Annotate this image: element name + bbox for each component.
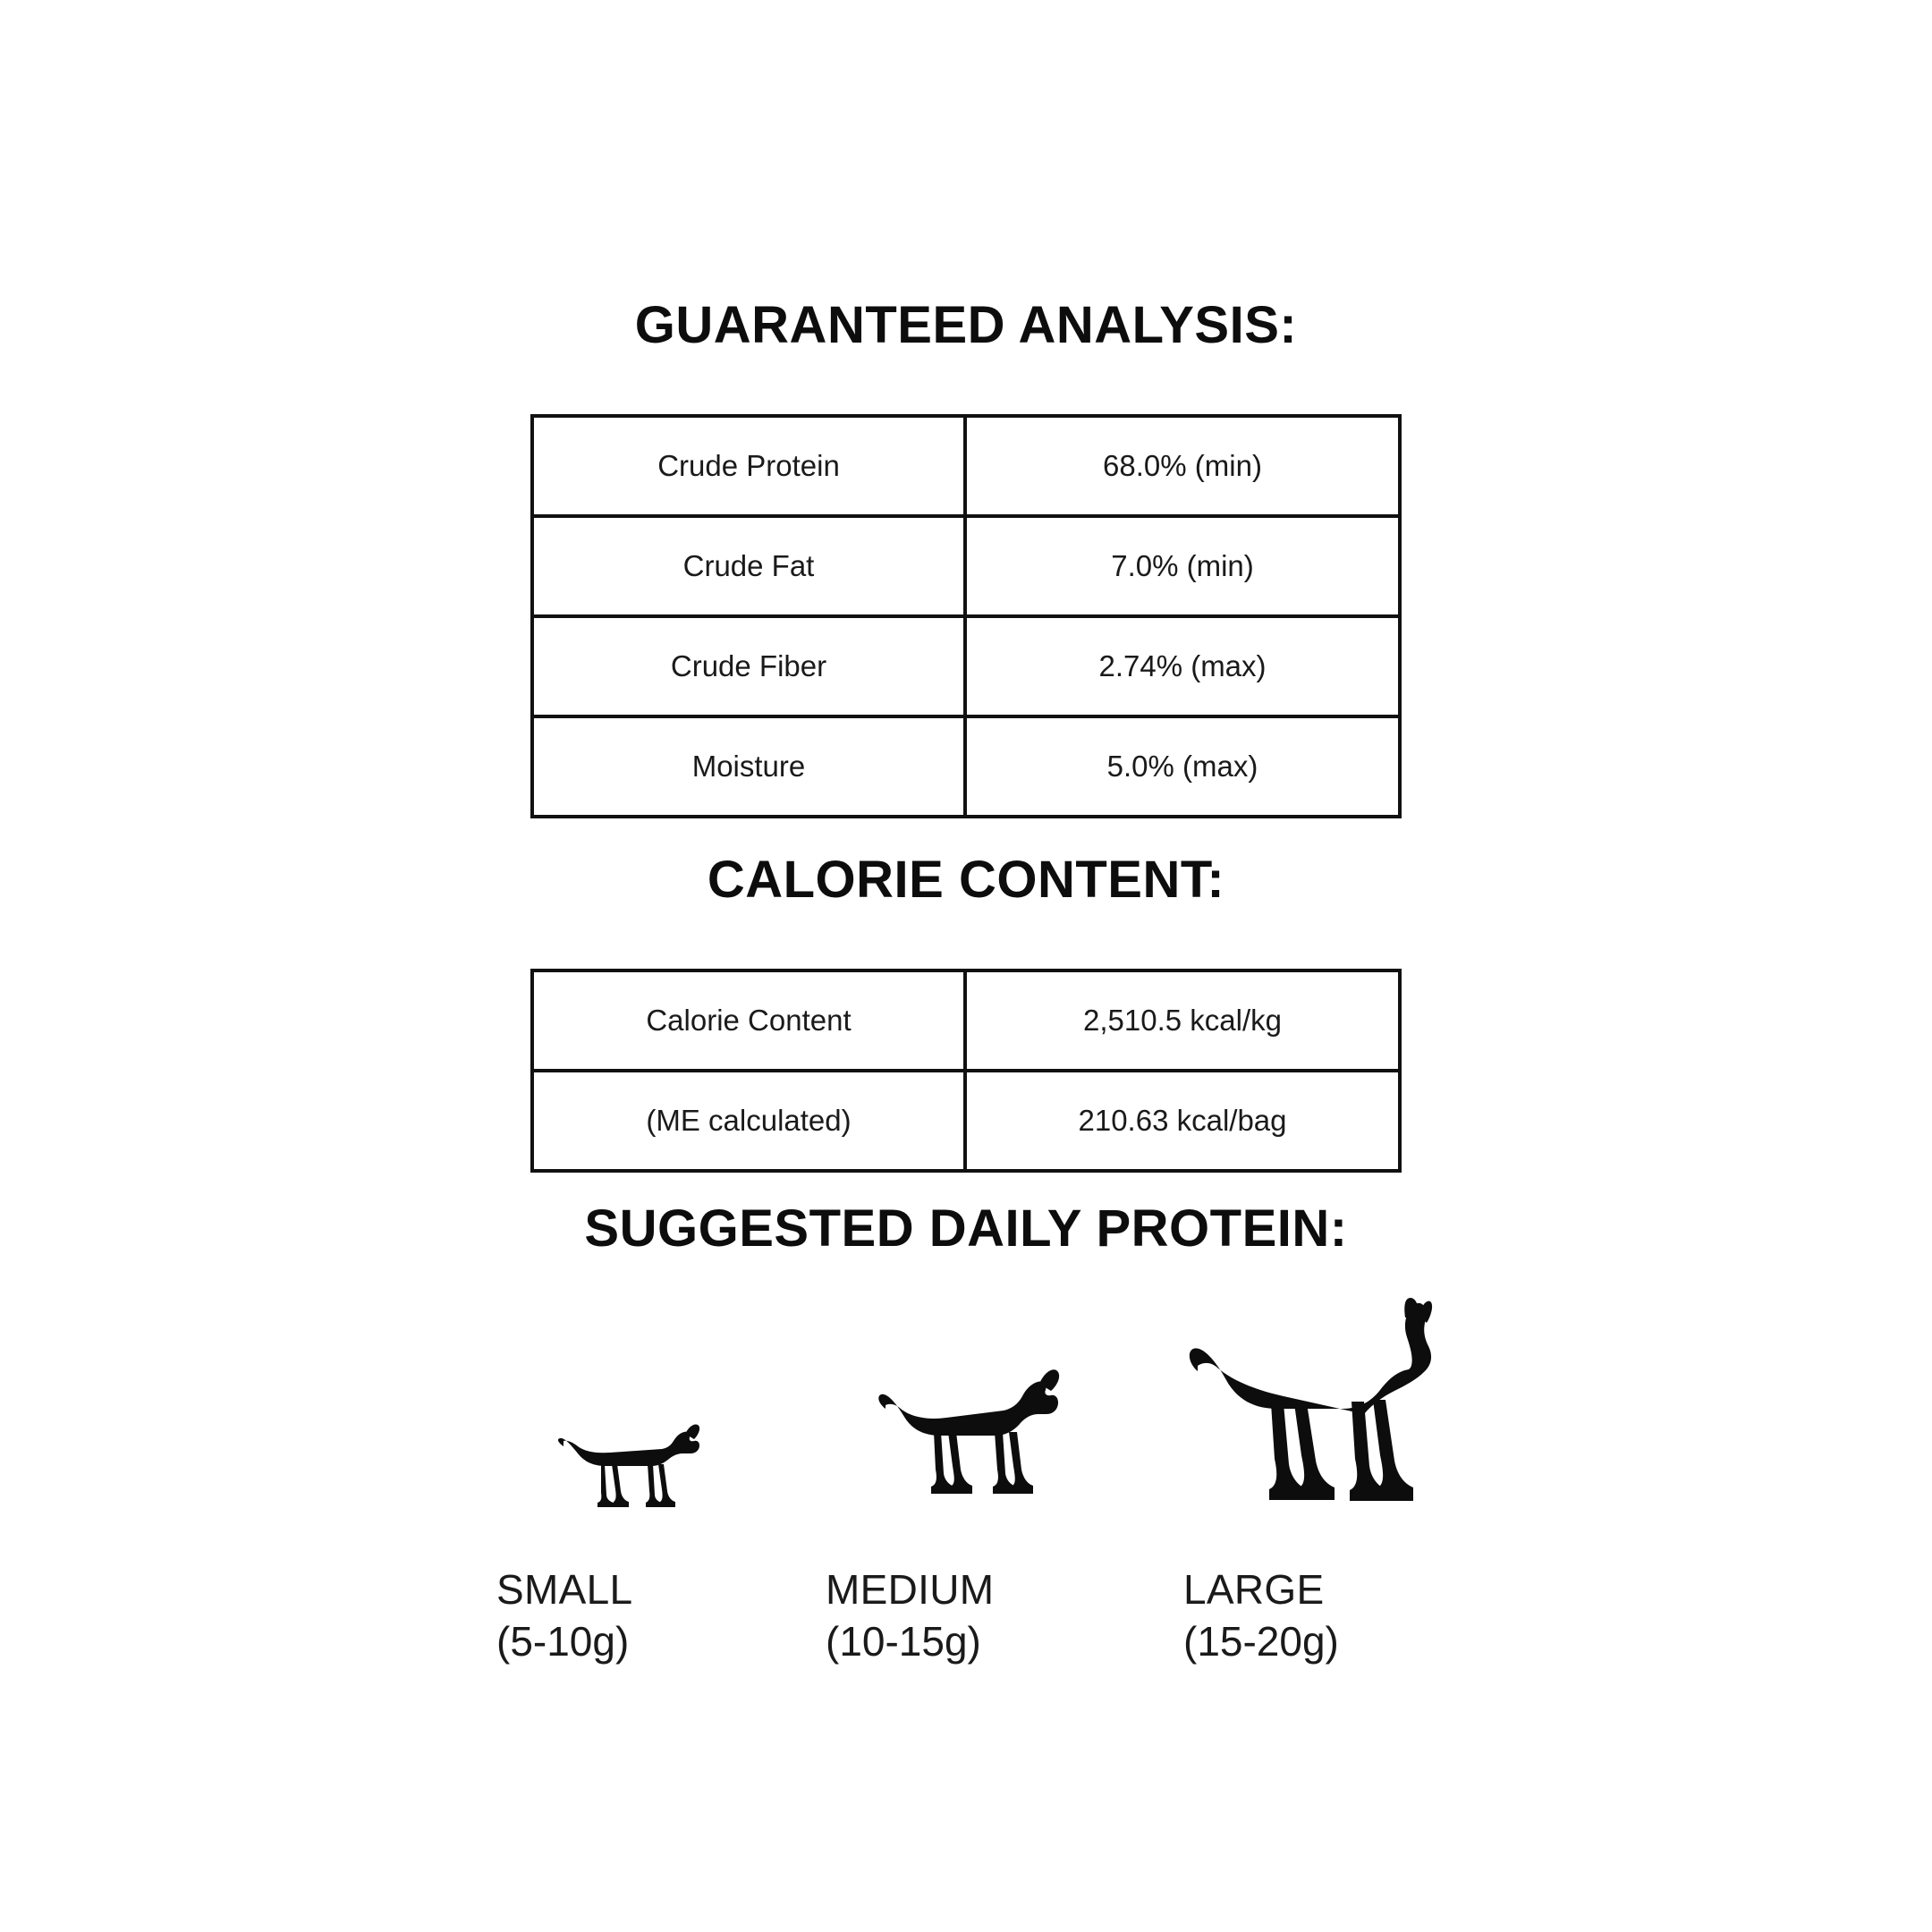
- table-row: [532, 716, 1400, 817]
- dog-size-range: (10-15g): [826, 1617, 981, 1665]
- guaranteed-analysis-table: [530, 414, 1402, 818]
- table-row: [532, 616, 1400, 716]
- nutrient-value: 68.0% (min): [965, 416, 1400, 516]
- suggested-daily-protein-title: SUGGESTED DAILY PROTEIN:: [584, 1199, 1348, 1258]
- guaranteed-analysis-title: GUARANTEED ANALYSIS:: [634, 296, 1298, 354]
- suggested-daily-protein-section: [0, 1199, 1932, 1667]
- dog-size-small: [461, 1278, 801, 1667]
- calorie-content-section: [0, 850, 1932, 1173]
- table-row: [532, 516, 1400, 616]
- dog-size-label: SMALL: [496, 1566, 633, 1613]
- dog-size-large: [1140, 1278, 1480, 1667]
- calorie-label: Calorie Content: [532, 970, 965, 1071]
- nutrient-value: 7.0% (min): [965, 516, 1400, 616]
- calorie-content-table: [530, 969, 1402, 1173]
- calorie-label: (ME calculated): [532, 1071, 965, 1171]
- table-row: [532, 416, 1400, 516]
- dog-size-label: LARGE: [1183, 1566, 1325, 1613]
- dog-size-range: (5-10g): [496, 1617, 630, 1665]
- nutrient-label: Crude Protein: [532, 416, 965, 516]
- table-row: [532, 970, 1400, 1071]
- nutrient-value: 5.0% (max): [965, 716, 1400, 817]
- medium-dog-silhouette-icon: [875, 1278, 1067, 1538]
- large-dog-silhouette-icon: [1185, 1278, 1436, 1538]
- dog-size-range: (15-20g): [1183, 1617, 1339, 1665]
- nutrient-label: Crude Fiber: [532, 616, 965, 716]
- dog-size-row: [452, 1278, 1480, 1667]
- nutrient-label: Crude Fat: [532, 516, 965, 616]
- nutrient-value: 2.74% (max): [965, 616, 1400, 716]
- dog-size-label: MEDIUM: [826, 1566, 995, 1613]
- calorie-value: 2,510.5 kcal/kg: [965, 970, 1400, 1071]
- nutrient-label: Moisture: [532, 716, 965, 817]
- small-dog-silhouette-icon: [555, 1278, 707, 1538]
- guaranteed-analysis-section: [0, 295, 1932, 818]
- calorie-content-title: CALORIE CONTENT:: [707, 851, 1225, 909]
- dog-size-medium: [801, 1278, 1140, 1667]
- calorie-value: 210.63 kcal/bag: [965, 1071, 1400, 1171]
- table-row: [532, 1071, 1400, 1171]
